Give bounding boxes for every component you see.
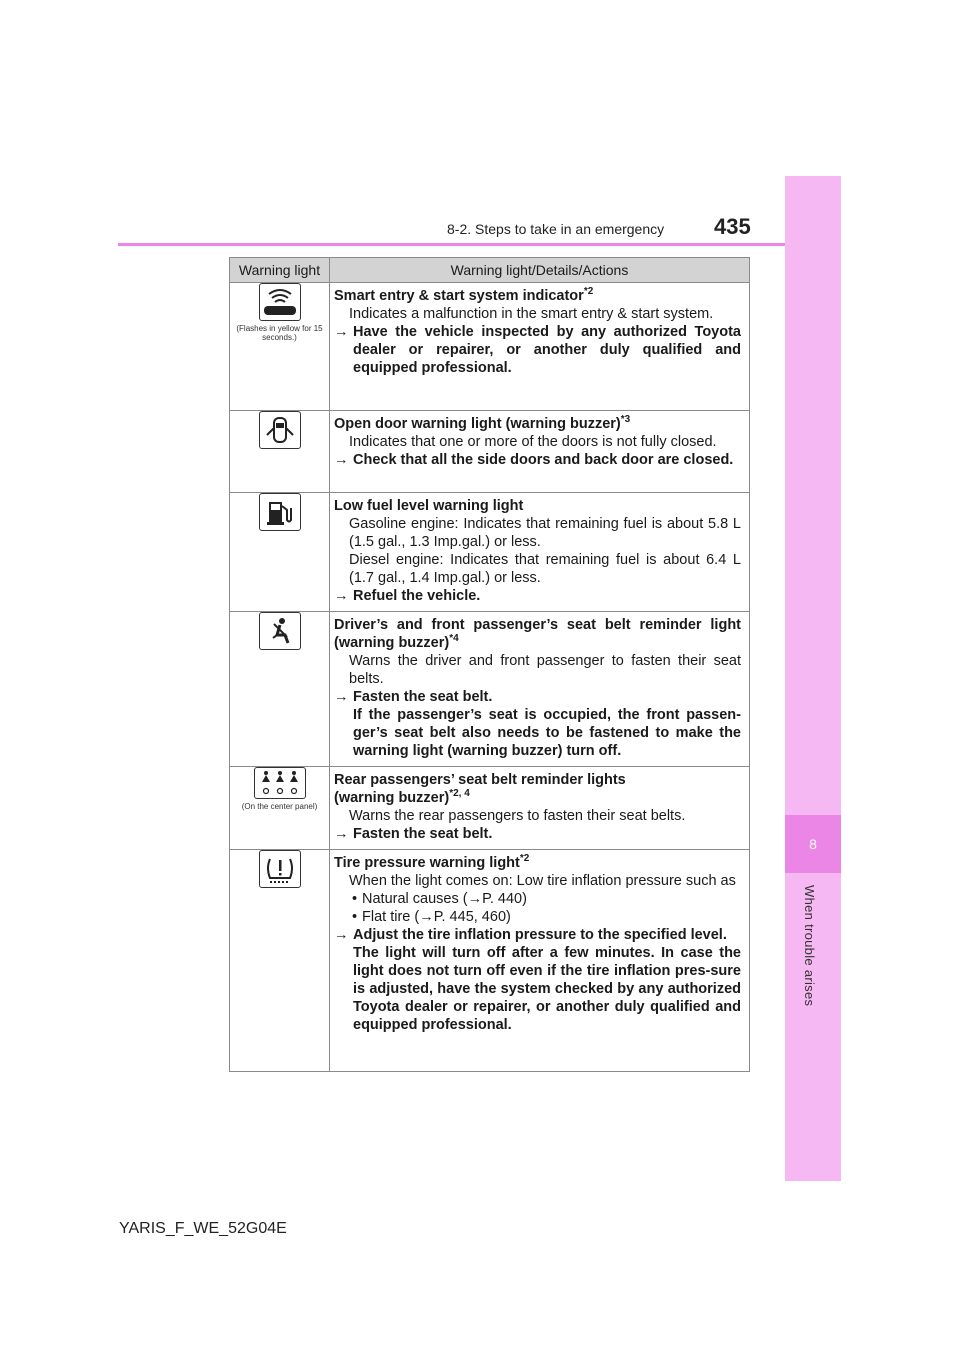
table-row [230, 493, 750, 612]
seat-belt-icon [259, 612, 301, 650]
row-action: → Have the vehicle inspected by any authorized Toyota dealer or repairer, or another duly qualified and equipped professional. [334, 324, 741, 376]
table-row [230, 283, 750, 411]
table-row [230, 850, 750, 1072]
row-detail: Indicates a malfunction in the smart entry & start system. [349, 306, 714, 322]
table-row [230, 767, 750, 850]
row-detail: Indicates that one or more of the doors is not fully closed. [349, 434, 717, 450]
chapter-number: 8 [785, 815, 841, 873]
rear-seat-belt-icon [254, 767, 306, 799]
icon-cell [230, 493, 330, 612]
row-title: Driver’s and front passenger’s seat belt reminder light (warning buzzer)$^{*4}$ [334, 617, 741, 651]
fuel-pump-icon [259, 493, 301, 531]
row-detail: Diesel engine: Indicates that remaining fuel is about 6.4 L (1.7 gal., 1.4 Imp.gal.) or less. [349, 552, 741, 586]
table-row [230, 411, 750, 493]
details-cell [330, 612, 750, 767]
details-cell [330, 493, 750, 612]
details-cell [330, 767, 750, 850]
icon-cell [230, 283, 330, 411]
side-tab [785, 176, 841, 1181]
icon-cell [230, 411, 330, 493]
smart-key-icon [259, 283, 301, 321]
row-detail: Warns the rear passengers to fasten their seat belts. [349, 808, 686, 824]
row-title: Smart entry & start system indicator$^{*2}$ [334, 286, 594, 304]
section-title: 8-2. Steps to take in an emergency [447, 221, 665, 237]
header-rule [118, 243, 785, 246]
row-title: Tire pressure warning light$^{*2}$ [334, 853, 530, 871]
arrow-icon: → [334, 452, 349, 468]
arrow-icon: → [334, 588, 349, 604]
row-action: → Adjust the tire inflation pressure to the specified level. [334, 927, 727, 943]
document-code: YARIS_F_WE_52G04E [119, 1220, 287, 1237]
row-detail: Gasoline engine: Indicates that remaining fuel is about 5.8 L (1.5 gal., 1.3 Imp.gal.) or less. [349, 516, 741, 550]
arrow-icon: → [334, 689, 349, 705]
chapter-label: When trouble arises [802, 885, 817, 1007]
footnote-mark: *2, 4 [449, 788, 470, 800]
arrow-icon: → [334, 324, 349, 340]
row-detail: Warns the driver and front passenger to fasten their seat belts. [349, 653, 741, 687]
details-cell [330, 411, 750, 493]
icon-cell [230, 850, 330, 1072]
list-item: • Natural causes (→P. 440) [334, 890, 741, 908]
icon-caption: (On the center panel) [241, 802, 318, 811]
icon-caption: (Flashes in yellow for 15 seconds.) [236, 324, 323, 342]
icon-cell [230, 612, 330, 767]
footnote-mark: *4 [449, 633, 459, 645]
table-row [230, 612, 750, 767]
row-title: Low fuel level warning light [334, 498, 524, 514]
row-action: → Refuel the vehicle. [334, 588, 481, 604]
open-door-icon [259, 411, 301, 449]
row-title: Open door warning light (warning buzzer)$^{*3}$ [334, 414, 631, 432]
footnote-mark: *3 [620, 414, 631, 426]
row-action-note: The light will turn off after a few minutes. In case the light does not turn off even if the tire inflation pres-sure is adjusted, have the system checked by any authorized Toyota dealer or repairer, or another duly qualified and equipped professional. [353, 945, 741, 1033]
column-header-details: Warning light/Details/Actions [330, 258, 750, 283]
arrow-icon: → [334, 927, 349, 943]
page-number: 435 [714, 214, 751, 239]
row-title: Rear passengers’ seat belt reminder lights [334, 772, 626, 788]
list-item: • Flat tire (→P. 445, 460) [334, 908, 741, 926]
warning-light-table [229, 257, 750, 1072]
footnote-mark: *2 [519, 853, 530, 865]
row-action: → Check that all the side doors and back door are closed. [334, 452, 734, 468]
details-cell [330, 850, 750, 1072]
details-cell [330, 283, 750, 411]
row-title-cont: (warning buzzer)$^{*2, 4}$ [334, 788, 470, 806]
column-header-icon: Warning light [230, 258, 330, 283]
arrow-icon: → [334, 826, 349, 842]
row-action: → Fasten the seat belt. [334, 689, 493, 705]
footnote-mark: *2 [583, 286, 594, 298]
row-detail: When the light comes on: Low tire inflation pressure such as [349, 873, 736, 889]
table-header-row [230, 258, 750, 283]
row-action-note: If the passenger’s seat is occupied, the front passen-ger’s seat belt also needs to be fastened to make the warning light (warning buzzer) turn off. [353, 707, 741, 759]
tire-pressure-icon [259, 850, 301, 888]
row-action: → Fasten the seat belt. [334, 826, 493, 842]
icon-cell [230, 767, 330, 850]
